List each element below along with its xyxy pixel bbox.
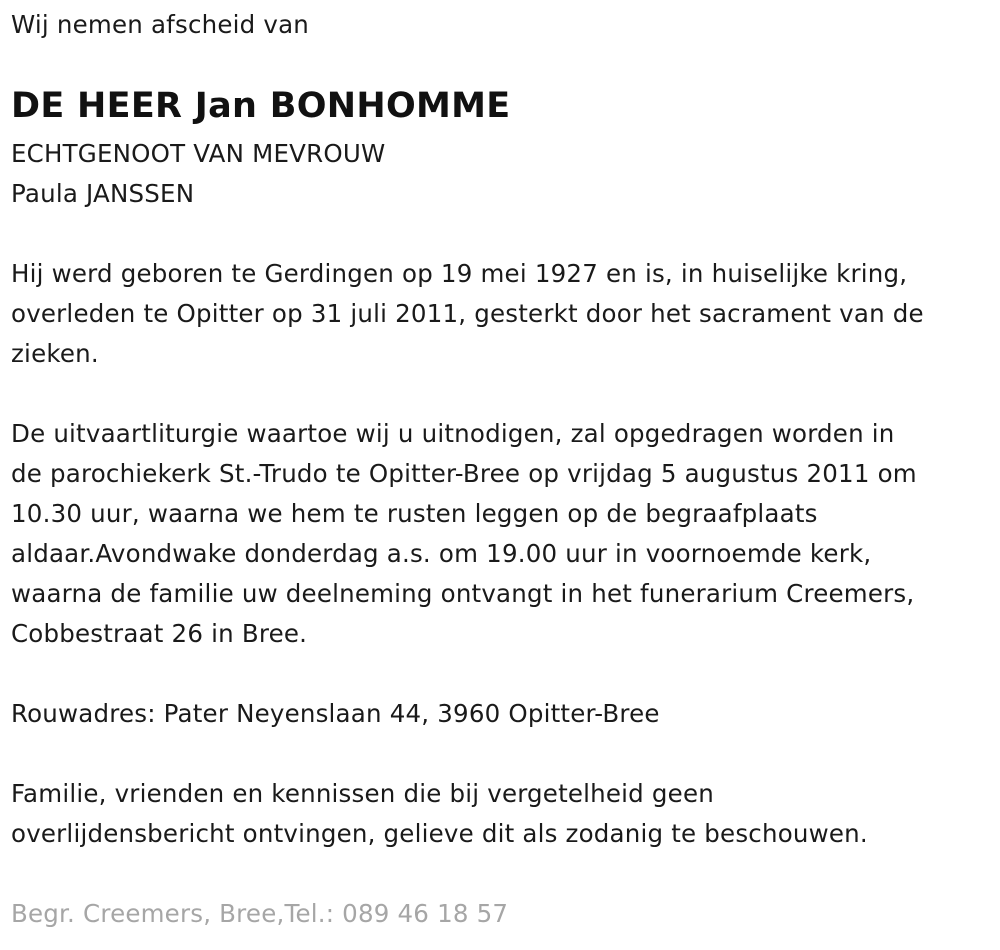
paragraph-line: de parochiekerk St.-Trudo te Opitter-Bree op vrijdag 5 augustus 2011 om: [11, 459, 917, 488]
funeral-paragraph: [11, 414, 917, 654]
paragraph-line: De uitvaartliturgie waartoe wij u uitnodigen, zal opgedragen worden in: [11, 419, 895, 448]
paragraph-line: Cobbestraat 26 in Bree.: [11, 619, 308, 648]
paragraph-line: overlijdensbericht ontvingen, gelieve dit als zodanig te beschouwen.: [11, 819, 868, 848]
family-paragraph: [11, 774, 868, 854]
spouse-name: Paula JANSSEN: [11, 179, 195, 208]
spouse-block: [11, 134, 385, 214]
paragraph-line: Familie, vrienden en kennissen die bij vergetelheid geen: [11, 779, 714, 808]
birth-paragraph: [11, 254, 924, 374]
paragraph-line: zieken.: [11, 339, 99, 368]
paragraph-line: overleden te Opitter op 31 juli 2011, gesterkt door het sacrament van de: [11, 299, 924, 328]
paragraph-line: aldaar.Avondwake donderdag a.s. om 19.00 uur in voornoemde kerk,: [11, 539, 872, 568]
paragraph-line: Hij werd geboren te Gerdingen op 19 mei 1927 en is, in huiselijke kring,: [11, 259, 908, 288]
mourning-address: Rouwadres: Pater Neyenslaan 44, 3960 Opitter-Bree: [11, 699, 660, 728]
deceased-name: DE HEER Jan BONHOMME: [11, 86, 511, 126]
paragraph-line: waarna de familie uw deelneming ontvangt in het funerarium Creemers,: [11, 579, 915, 608]
spouse-title: ECHTGENOOT VAN MEVROUW: [11, 139, 386, 168]
intro-text: Wij nemen afscheid van: [11, 10, 310, 39]
funeral-home-footer: Begr. Creemers, Bree,Tel.: 089 46 18 57: [11, 899, 509, 928]
paragraph-line: 10.30 uur, waarna we hem te rusten leggen op de begraafplaats: [11, 499, 818, 528]
